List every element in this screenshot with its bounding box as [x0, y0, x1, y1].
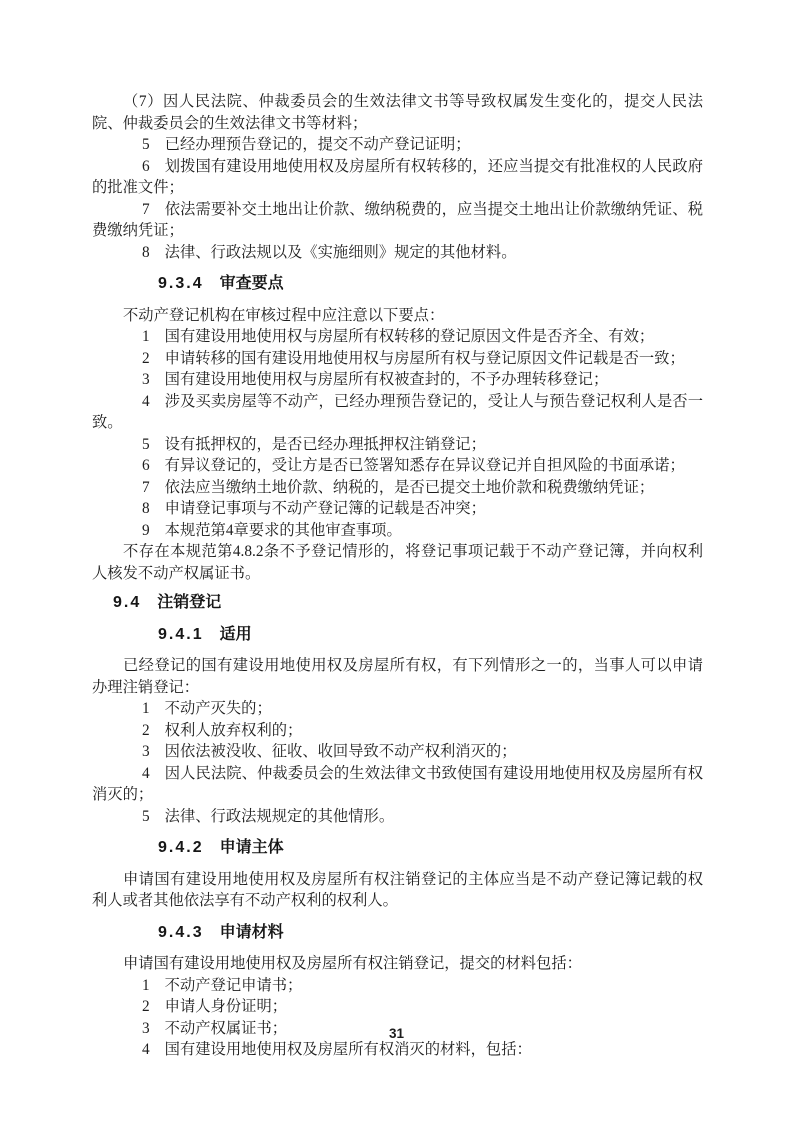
item-text: 权利人放弃权利的； [164, 721, 303, 739]
heading-number: 9.4.3 [158, 923, 204, 941]
list-item [92, 806, 703, 828]
item-text: 申请登记事项与不动产登记簿的记载是否冲突； [164, 500, 486, 517]
item-text: 申请人身份证明； [164, 998, 288, 1015]
item-text: 法律、行政法规以及《实施细则》规定的其他材料。 [164, 243, 517, 261]
section-heading [158, 837, 703, 859]
item-number: 5 [142, 807, 150, 825]
list-item [92, 326, 703, 348]
paragraph: 不动产登记机构在审核过程中应注意以下要点： [123, 306, 445, 324]
item-number: 1 [142, 976, 150, 994]
item-text: 有异议登记的，受让方是否已签署知悉存在异议登记并自担风险的书面承诺； [164, 457, 685, 474]
list-item [92, 720, 703, 742]
paragraph: 申请国有建设用地使用权及房屋所有权注销登记，提交的材料包括： [123, 955, 582, 972]
list-item [92, 434, 703, 456]
list-item [92, 520, 703, 542]
list-item [92, 1039, 703, 1061]
document-body [92, 91, 703, 1061]
list-item [92, 242, 703, 264]
item-number: 3 [142, 371, 150, 388]
item-text: 不动产权属证书； [164, 1019, 288, 1037]
item-text: 设有抵押权的，是否已经办理抵押权注销登记； [164, 435, 486, 453]
item-number: 6 [142, 157, 150, 175]
list-item [92, 391, 703, 434]
item-text: 国有建设用地使用权及房屋所有权消灭的材料，包括： [164, 1041, 532, 1058]
item-text: 因人民法院、仲裁委员会的生效法律文书致使国有建设用地使用权及房屋所有权消灭的； [92, 764, 703, 803]
item-number: 7 [142, 200, 150, 218]
list-item [92, 698, 703, 720]
item-text: 依法应当缴纳土地价款、纳税的，是否已提交土地价款和税费缴纳凭证； [164, 478, 655, 496]
heading-number: 9.4.2 [158, 839, 204, 856]
paragraph: （7）因人民法院、仲裁委员会的生效法律文书等导致权属发生变化的，提交人民法院、仲裁委员会的生效法律文书等材料； [92, 93, 703, 132]
item-number: 7 [142, 478, 150, 496]
heading-number: 9.4 [113, 594, 142, 611]
item-number: 2 [142, 721, 150, 739]
item-text: 涉及买卖房屋等不动产，已经办理预告登记的，受让人与预告登记权利人是否一致。 [92, 392, 703, 431]
list-item [92, 975, 703, 997]
paragraph: 不存在本规范第4.8.2条不予登记情形的，将登记事项记载于不动产登记簿，并向权利人核发不动产权属证书。 [92, 543, 703, 582]
list-item [92, 348, 703, 370]
list-item [92, 477, 703, 499]
section-heading [158, 273, 703, 295]
item-text: 已经办理预告登记的，提交不动产登记证明； [164, 136, 471, 153]
item-number: 3 [142, 743, 150, 760]
heading-number: 9.3.4 [158, 275, 204, 292]
item-text: 不动产登记申请书； [164, 976, 303, 994]
page-number: 31 [388, 1026, 405, 1041]
section-heading [158, 922, 703, 944]
item-number: 1 [142, 700, 150, 717]
heading-title: 申请材料 [219, 923, 284, 941]
list-item [92, 455, 703, 477]
item-text: 因依法被没收、征收、收回导致不动产权利消灭的； [164, 743, 517, 760]
item-number: 2 [142, 998, 150, 1015]
list-item [92, 369, 703, 391]
item-number: 1 [142, 328, 150, 345]
list-item [92, 763, 703, 806]
heading-title: 适用 [219, 625, 252, 643]
list-item [92, 498, 703, 520]
item-number: 4 [142, 392, 150, 410]
paragraph: 已经登记的国有建设用地使用权及房屋所有权，有下列情形之一的，当事人可以申请办理注销登记： [92, 657, 703, 696]
list-item [92, 996, 703, 1018]
item-text: 依法需要补交土地出让价款、缴纳税费的，应当提交土地出让价款缴纳凭证、税费缴纳凭证； [92, 200, 703, 239]
item-text: 划拨国有建设用地使用权及房屋所有权转移的，还应当提交有批准权的人民政府的批准文件； [92, 157, 703, 196]
item-text: 本规范第4章要求的其他审查事项。 [164, 521, 402, 539]
item-text: 国有建设用地使用权与房屋所有权被查封的，不予办理转移登记； [164, 371, 609, 388]
list-item [92, 741, 703, 763]
item-number: 4 [142, 764, 150, 782]
item-number: 5 [142, 435, 150, 453]
section-heading [113, 592, 703, 614]
item-text: 不动产灭失的； [164, 700, 272, 717]
heading-title: 注销登记 [157, 594, 222, 611]
item-number: 4 [142, 1041, 150, 1058]
item-number: 6 [142, 457, 150, 474]
item-number: 8 [142, 500, 150, 517]
item-text: 国有建设用地使用权与房屋所有权转移的登记原因文件是否齐全、有效； [164, 328, 655, 345]
heading-title: 审查要点 [219, 275, 284, 292]
item-text: 法律、行政法规规定的其他情形。 [164, 807, 395, 825]
heading-number: 9.4.1 [158, 625, 204, 643]
item-number: 9 [142, 521, 150, 539]
paragraph: 申请国有建设用地使用权及房屋所有权注销登记的主体应当是不动产登记簿记载的权利人或者其他依法享有不动产权利的权利人。 [92, 870, 703, 909]
list-item [92, 156, 703, 199]
item-number: 3 [142, 1019, 150, 1037]
item-number: 8 [142, 243, 150, 261]
list-item [92, 199, 703, 242]
item-number: 5 [142, 136, 150, 153]
section-heading [158, 624, 703, 646]
heading-title: 申请主体 [219, 839, 284, 856]
item-number: 2 [142, 349, 150, 367]
list-item [92, 134, 703, 156]
item-text: 申请转移的国有建设用地使用权与房屋所有权与登记原因文件记载是否一致； [164, 349, 685, 367]
